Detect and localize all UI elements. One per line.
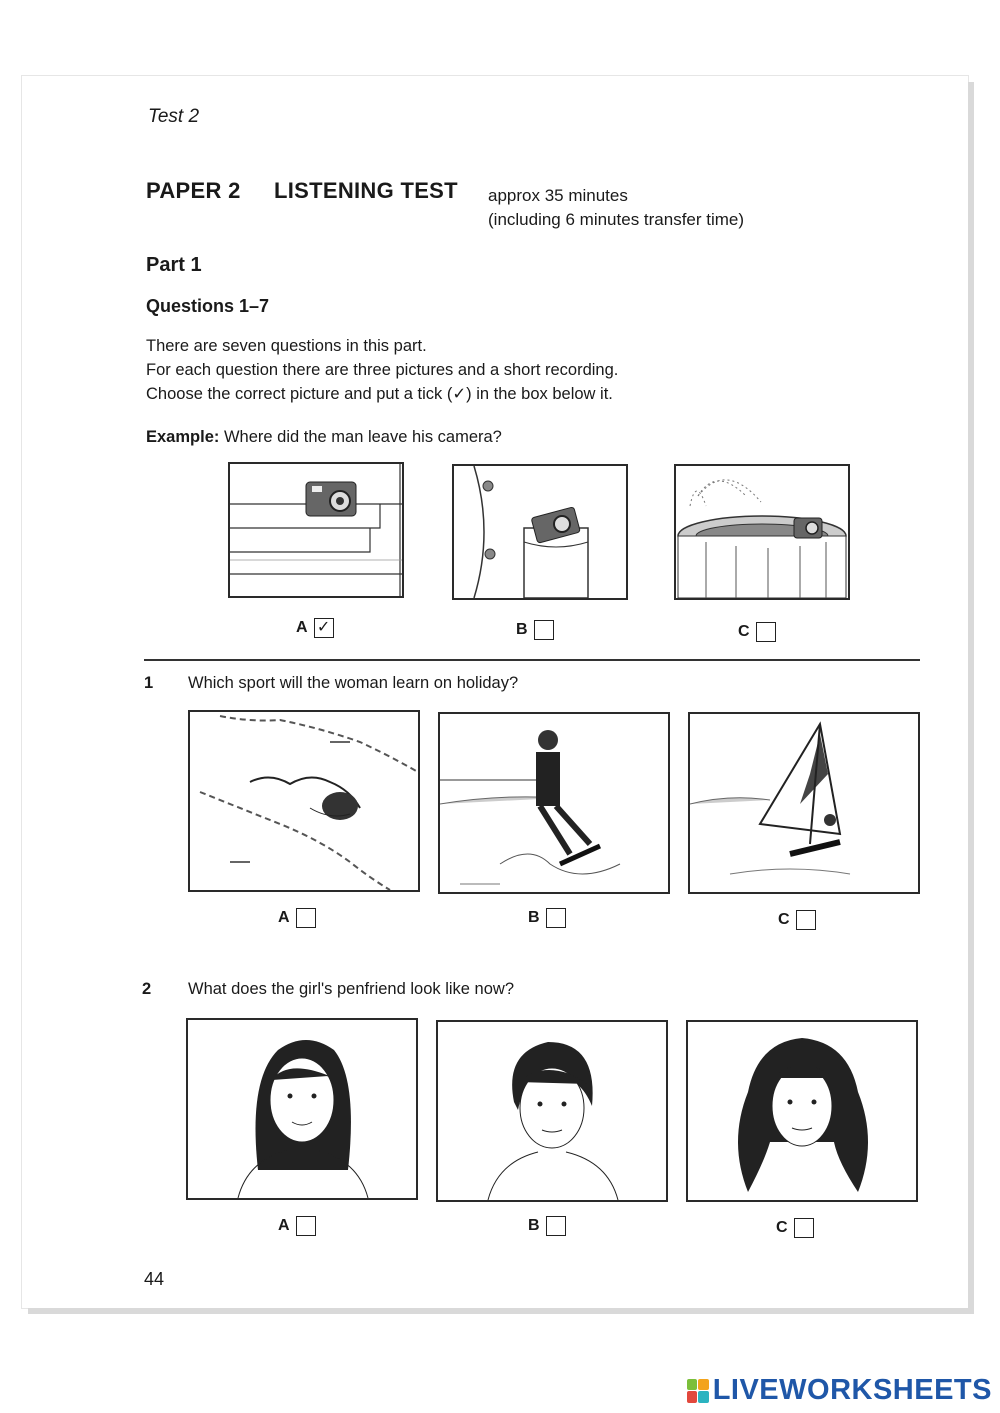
option-letter: A — [296, 619, 308, 636]
question-1-option-b — [528, 908, 566, 928]
option-letter: A — [278, 909, 290, 926]
question-2-option-c — [776, 1218, 814, 1238]
worksheet-page — [22, 76, 968, 1308]
answer-checkbox[interactable] — [794, 1218, 814, 1238]
instruction-line: Choose the correct picture and put a tick (✓) in the box below it. — [146, 385, 613, 403]
question-number: 2 — [142, 980, 152, 998]
instructions — [146, 334, 618, 406]
option-letter: B — [528, 909, 540, 926]
question-1-option-c — [778, 910, 816, 930]
answer-checkbox[interactable] — [296, 1216, 316, 1236]
answer-checkbox[interactable]: ✓ — [314, 618, 334, 638]
picture-long-straight-hair — [186, 1018, 418, 1200]
picture-short-hair — [436, 1020, 668, 1202]
option-letter: B — [528, 1217, 540, 1234]
question-2-option-b — [528, 1216, 566, 1236]
example-option-a — [296, 618, 334, 638]
picture-water-skiing — [438, 712, 670, 894]
option-letter: A — [278, 1217, 290, 1234]
picture-swimming — [188, 710, 420, 892]
example-label: Example: — [146, 428, 220, 446]
paper-duration — [488, 184, 744, 232]
brand-name: LIVEWORKSHEETS — [712, 1374, 992, 1406]
question-text: Which sport will the woman learn on holiday? — [188, 674, 519, 692]
liveworksheets-icon — [687, 1379, 709, 1403]
example-question-text: Where did the man leave his camera? — [223, 428, 502, 446]
question-number: 1 — [144, 674, 154, 692]
picture-long-curly-hair — [686, 1020, 918, 1202]
answer-checkbox[interactable] — [756, 622, 776, 642]
duration-line-2: (including 6 minutes transfer time) — [488, 210, 745, 229]
answer-checkbox[interactable] — [546, 908, 566, 928]
answer-checkbox[interactable] — [546, 1216, 566, 1236]
picture-camera-on-stairs — [228, 462, 404, 598]
paper-title: LISTENING TEST — [274, 178, 458, 203]
question-text: What does the girl's penfriend look like now? — [188, 980, 514, 998]
option-letter: C — [738, 623, 750, 640]
example-option-c — [738, 622, 776, 642]
option-letter: C — [778, 911, 790, 928]
questions-range: Questions 1–7 — [146, 296, 270, 316]
test-label: Test 2 — [148, 106, 200, 127]
option-letter: B — [516, 621, 528, 638]
page-number: 44 — [144, 1269, 165, 1289]
answer-checkbox[interactable] — [296, 908, 316, 928]
example-question — [146, 428, 502, 447]
question-1-option-a — [278, 908, 316, 928]
divider — [144, 659, 920, 661]
instruction-line: There are seven questions in this part. — [146, 337, 427, 355]
answer-checkbox[interactable] — [796, 910, 816, 930]
liveworksheets-logo — [687, 1374, 992, 1407]
picture-windsurfing — [688, 712, 920, 894]
option-letter: C — [776, 1219, 788, 1236]
instruction-line: For each question there are three pictures and a short recording. — [146, 361, 619, 379]
part-title: Part 1 — [146, 254, 202, 276]
question-2-option-a — [278, 1216, 316, 1236]
picture-camera-by-fountain — [674, 464, 850, 600]
duration-line-1: approx 35 minutes — [488, 186, 628, 205]
answer-checkbox[interactable] — [534, 620, 554, 640]
example-option-b — [516, 620, 554, 640]
paper-number: PAPER 2 — [146, 178, 241, 203]
picture-camera-in-pocket — [452, 464, 628, 600]
